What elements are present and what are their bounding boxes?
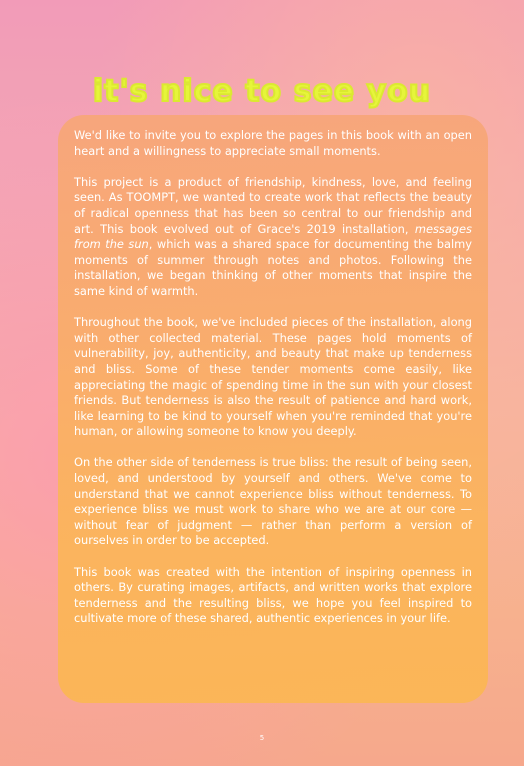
installation-title: messages from the sun xyxy=(74,221,472,252)
paragraph-tenderness: Throughout the book, we've included pieces of the installation, along with other collected material. These pages hold moments of vulnerability, joy, authenticity, and beauty that make up tenderness and bliss. Some of these tender moments come easily, like appreciating the magic of spending time in the sun with your closest friends. But tenderness is also the result of patience and hard work, like learning to be kind to yourself when you're reminded that you're human, or allowing someone to know you deeply. xyxy=(74,315,472,439)
paragraph-project xyxy=(74,175,472,300)
paragraph-bliss: On the other side of tenderness is true bliss: the result of being seen, loved, and understood by yourself and others. We've come to understand that we cannot experience bliss without tenderness. To experience bliss we must work to share who we are at our core — without fear of judgment — rather than perform a version of ourselves in order to be accepted. xyxy=(74,455,472,548)
paragraph-intention: This book was created with the intention of inspiring openness in others. By curating images, artifacts, and written works that explore tenderness and the resulting bliss, we hope you feel inspired to cultivate more of these shared, authentic experiences in your life. xyxy=(74,564,472,626)
page-number: 5 xyxy=(259,734,265,742)
paragraph-project-start: This project is a product of friendship, kindness, love, and feeling seen. As TOOMPT, we wanted to create work that reflects the beauty of radical openness that has been so central to our friendship and art. This book evolved out of Grace's 2019 installation, xyxy=(74,174,472,236)
paragraph-project-end: , which was a shared space for documenting the balmy moments of summer through notes and photos. Following the installation, we began thinking of other moments that inspire the same kind of warmth. xyxy=(74,237,472,298)
paragraph-intro: We'd like to invite you to explore the pages in this book with an open heart and a willingness to appreciate small moments. xyxy=(74,128,472,158)
page-heading: it's nice to see you xyxy=(92,74,432,109)
body-text xyxy=(74,128,472,643)
